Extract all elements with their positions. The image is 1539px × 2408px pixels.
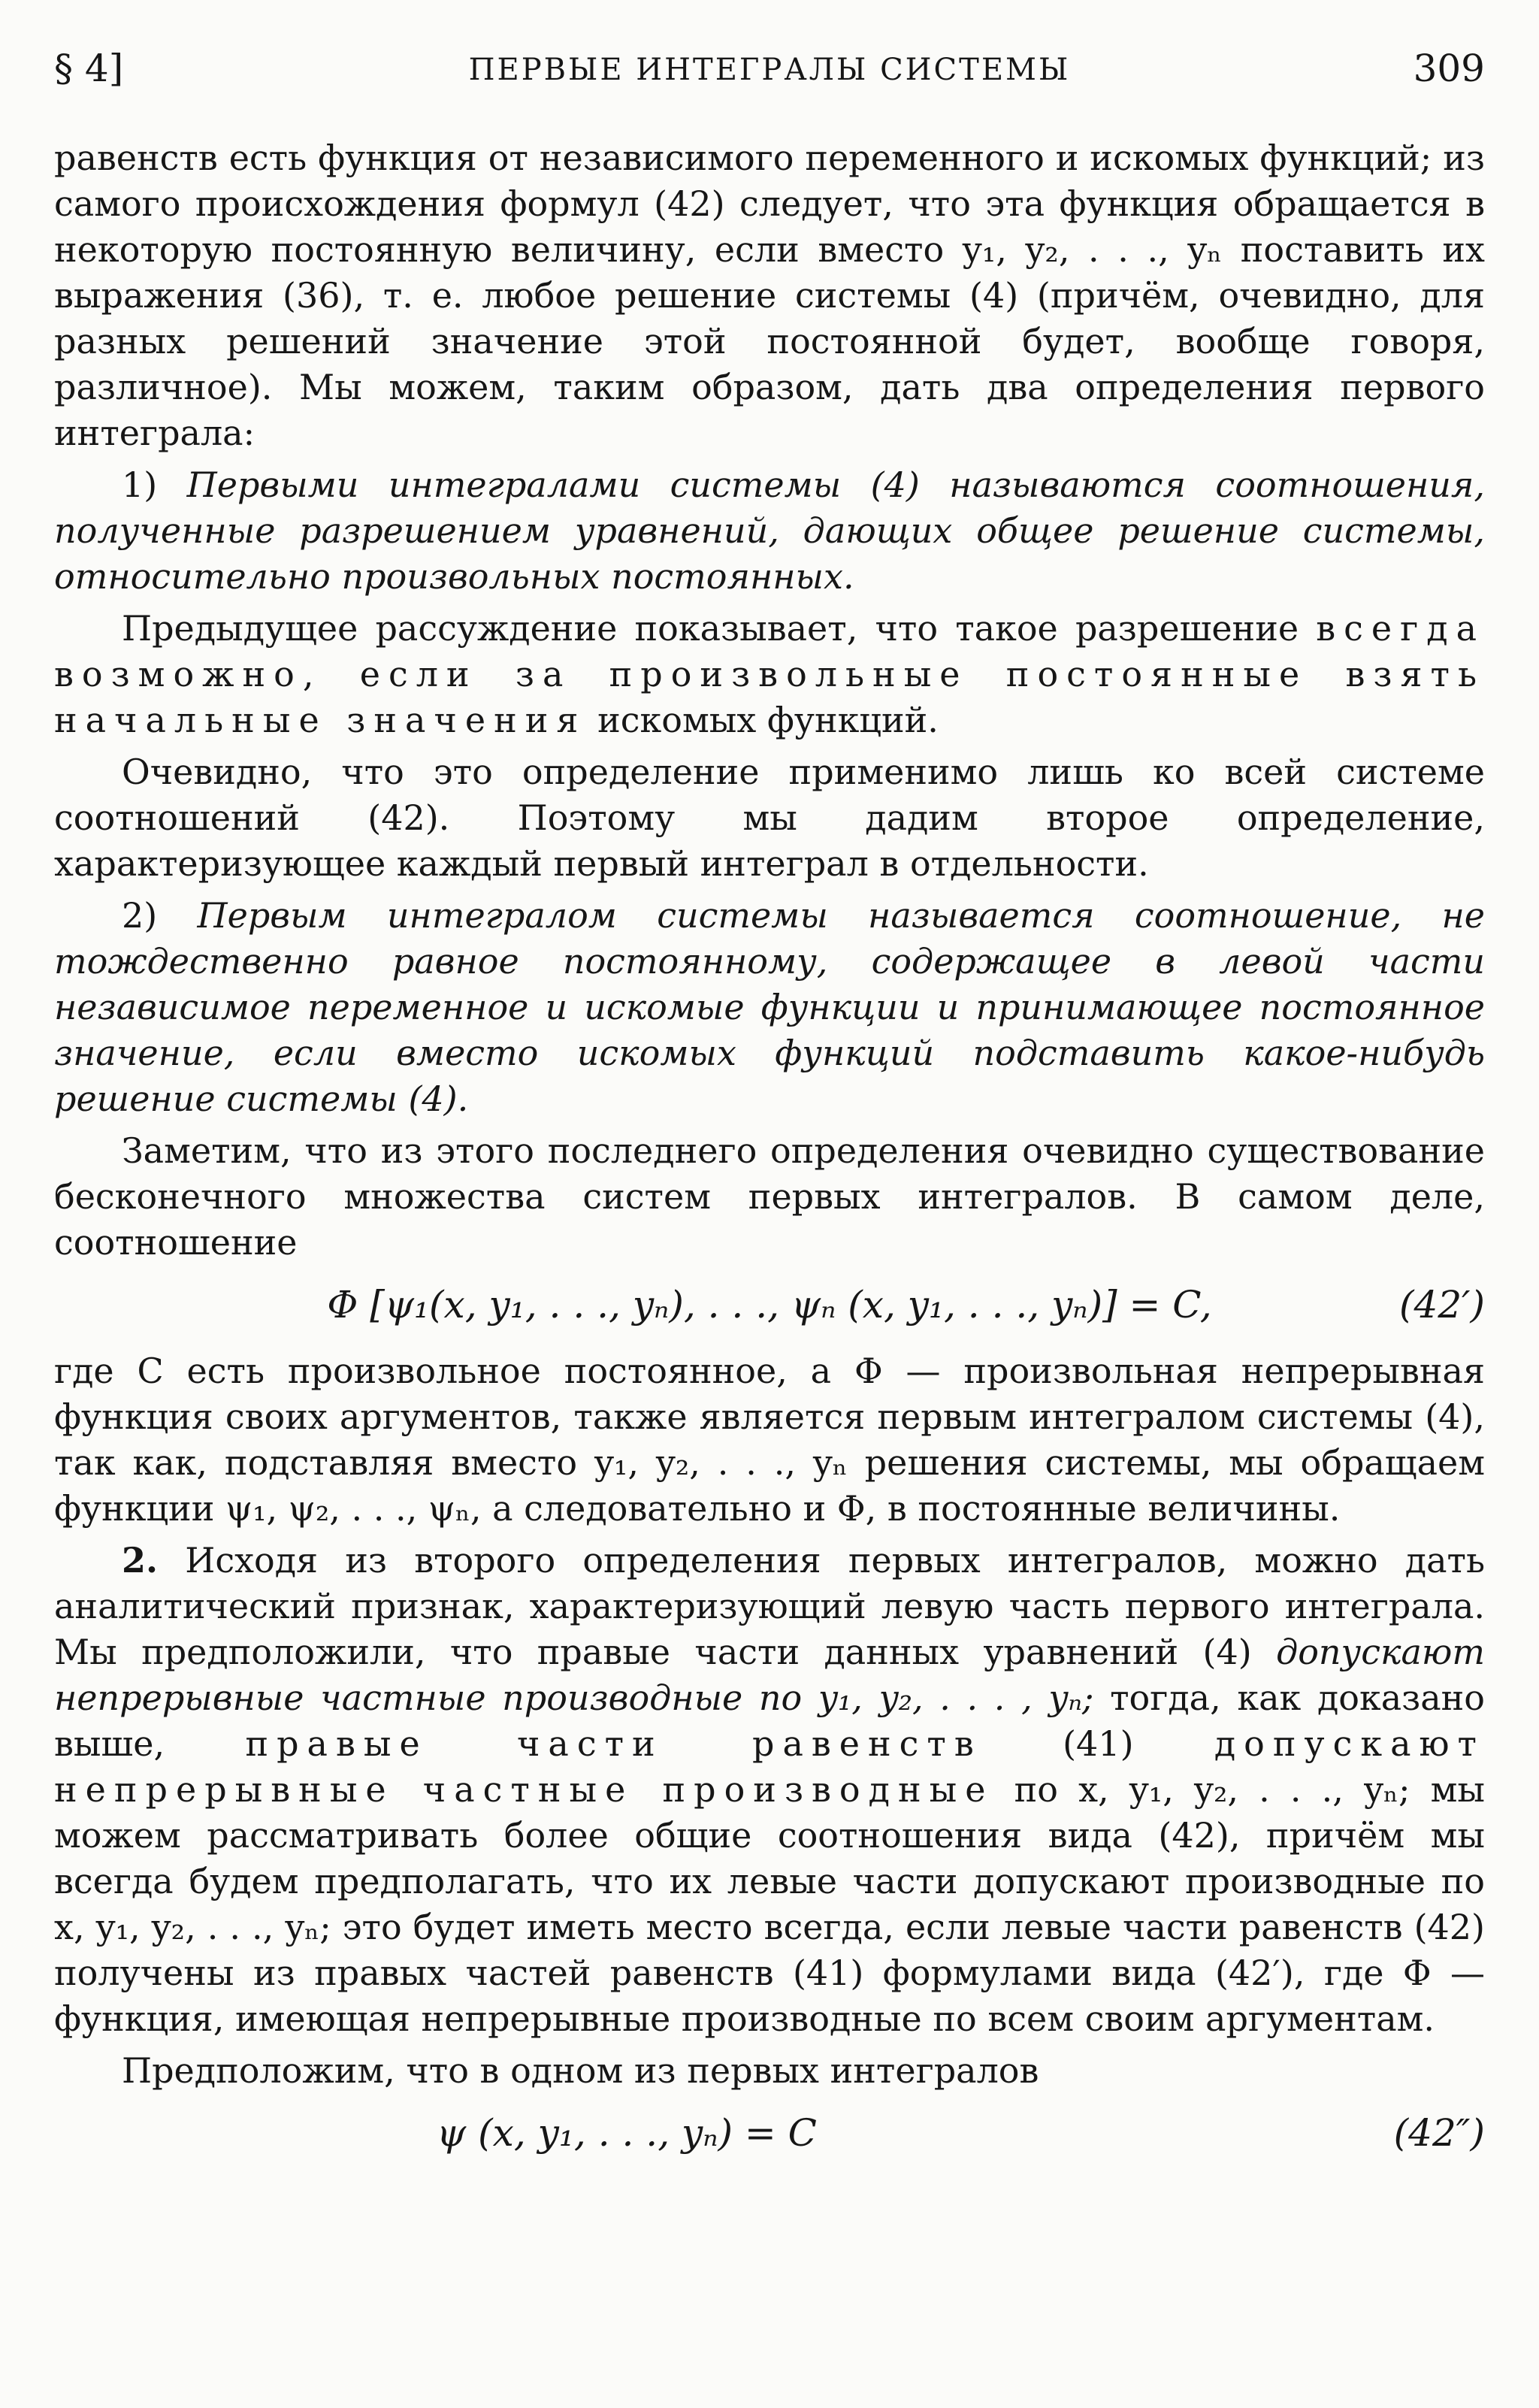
paragraph-6-b: тогда, как доказано выше, — [54, 1677, 1485, 1764]
paragraph-2 — [54, 606, 1485, 743]
definition-1 — [54, 462, 1485, 600]
paragraph-6-spaced: правые части равенств — [245, 1723, 982, 1764]
paragraph-6-a: Исходя из второго определения первых интегралов, можно дать аналитический признак, характеризующий левую часть первого интеграла. Мы предположили, что правые части данных уравнений (4) — [54, 1540, 1485, 1672]
section-number: § 4] — [54, 47, 124, 90]
equation-42-double-prime-formula: ψ (x, y₁, . . ., yₙ) = C — [437, 2111, 817, 2155]
paragraph-3: Очевидно, что это определение применимо лишь ко всей системе соотношений (42). Поэтому мы дадим второе определение, характеризующее каждый первый интеграл в отдельности. — [54, 752, 1485, 884]
paragraph-6-d: по x, y₁, y₂, . . ., yₙ; мы можем рассматривать более общие соотношения вида (42), причём мы всегда будем предполагать, что их левые части допускают производные по x, y₁, y₂, . . ., yₙ; это будет иметь место всегда, если левые части равенств (42) получены из правых частей равенств (41) формулами вида (42′), где Φ — функция, имеющая непрерывные производные по всем своим аргументам. — [54, 1769, 1485, 2039]
equation-42-double-prime — [54, 2094, 1485, 2177]
paragraph-6-italic: допускают непрерывные частные производные по y₁, y₂, . . . , yₙ; — [54, 1632, 1485, 1718]
running-header — [54, 47, 1485, 99]
paragraph-6 — [54, 1538, 1485, 2042]
definition-1-number: 1) — [122, 464, 187, 505]
definition-2-number: 2) — [122, 895, 198, 936]
equation-42-prime — [54, 1266, 1485, 1348]
paragraph-7: Предположим, что в одном из первых интегралов — [122, 2050, 1039, 2091]
paragraph-5: где C есть произвольное постоянное, а Φ — произвольная непрерывная функция своих аргументов, также является первым интегралом системы (4), так как, подставляя вместо y₁, y₂, . . ., yₙ решения системы, мы обращаем функции ψ₁, ψ₂, . . ., ψₙ, а следовательно и Φ, в постоянные величины. — [54, 1351, 1485, 1529]
page-number: 309 — [1413, 47, 1485, 90]
paragraph-6-spaced-2: допускают непрерывные частные производные — [54, 1723, 1486, 1810]
definition-2-text: Первым интегралом системы называется соотношение, не тождественно равное постоянному, содержащее в левой части независимое переменное и искомые функции и принимающее постоянное значение, если вместо искомых функций подставить какое-нибудь решение системы (4). — [54, 895, 1485, 1119]
page-body — [54, 135, 1485, 2177]
definition-2 — [54, 893, 1485, 1122]
equation-42-prime-label: (42′) — [1399, 1283, 1485, 1327]
item-number-2: 2. — [122, 1540, 159, 1581]
definition-1-text: Первыми интегралами системы (4) называются соотношения, полученные разрешением уравнений, дающих общее решение системы, относительно произвольных постоянных. — [54, 464, 1485, 597]
paragraph-2-spaced: всегда возможно, если за произвольные постоянные взять начальные значения — [54, 608, 1485, 740]
paragraph-2-end: искомых функций. — [586, 700, 939, 740]
equation-42-prime-formula: Φ [ψ₁(x, y₁, . . ., yₙ), . . ., ψₙ (x, y₁, . . ., yₙ)] = C, — [327, 1283, 1212, 1327]
equation-42-double-prime-label: (42″) — [1393, 2111, 1485, 2155]
paragraph-1: равенств есть функция от независимого переменного и искомых функций; из самого происхождения формул (42) следует, что эта функция обращается в некоторую постоянную величину, если вместо y₁, y₂, . . ., yₙ поставить их выражения (36), т. е. любое решение системы (4) (причём, очевидно, для разных решений значение этой постоянной будет, вообще говоря, различное). Мы можем, таким образом, дать два определения первого интеграла: — [54, 138, 1485, 453]
paragraph-4: Заметим, что из этого последнего определения очевидно существование бесконечного множества систем первых интегралов. В самом деле, соотношение — [54, 1130, 1485, 1263]
running-title: ПЕРВЫЕ ИНТЕГРАЛЫ СИСТЕМЫ — [468, 53, 1071, 87]
paragraph-2-start: Предыдущее рассуждение показывает, что такое разрешение — [122, 608, 1317, 649]
paragraph-6-c: (41) — [981, 1723, 1214, 1764]
